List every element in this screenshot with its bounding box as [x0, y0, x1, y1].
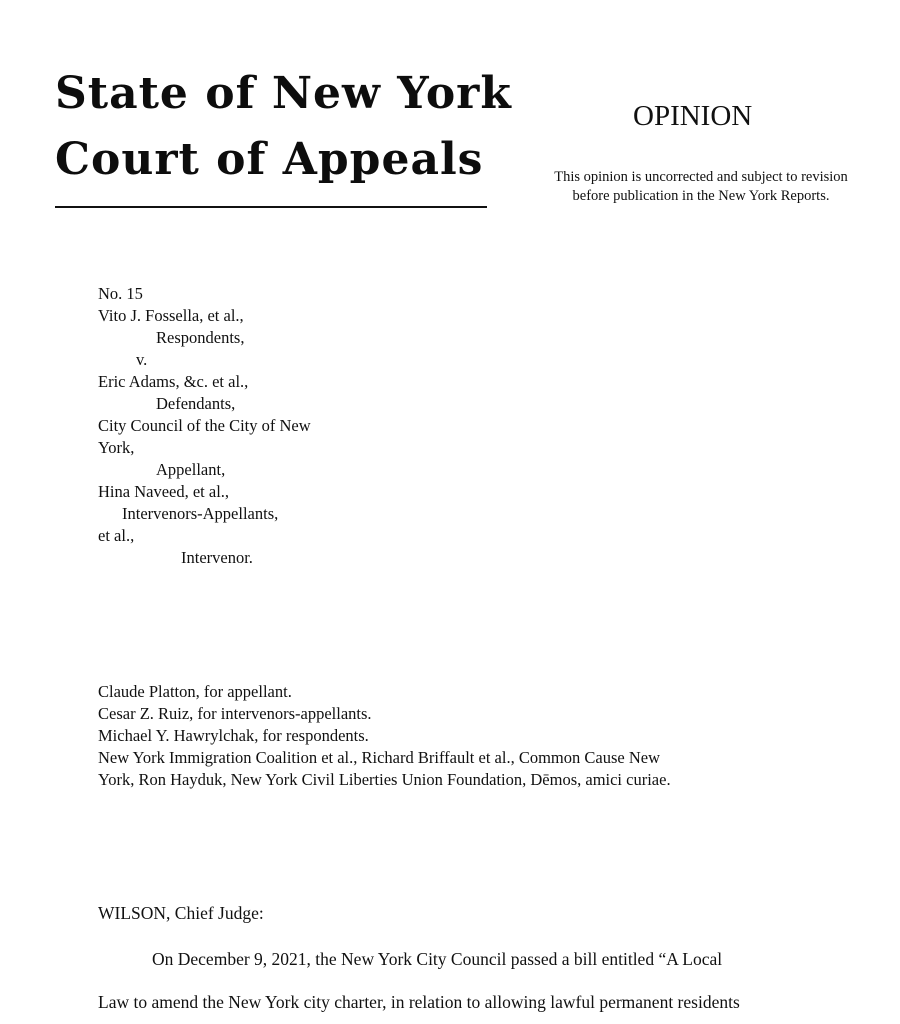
opinion-paragraph-line-2: Law to amend the New York city charter, in relation to allowing lawful permanent residents: [98, 992, 740, 1012]
revision-notice-line-1: This opinion is uncorrected and subject to revision: [554, 169, 848, 185]
case-number: No. 15: [98, 284, 143, 303]
party-role-appellant: Appellant,: [156, 460, 226, 479]
party-role-respondents: Respondents,: [156, 328, 245, 347]
opinion-label: OPINION: [633, 100, 753, 132]
amici-line-1: New York Immigration Coalition et al., Richard Briffault et al., Common Cause New: [98, 748, 660, 767]
header-rule: [55, 206, 487, 208]
opinion-author: WILSON, Chief Judge:: [98, 903, 264, 923]
counsel-respondents: Michael Y. Hawrylchak, for respondents.: [98, 726, 369, 745]
party-respondents: Vito J. Fossella, et al.,: [98, 306, 244, 325]
party-appellant-line-1: City Council of the City of New: [98, 416, 311, 435]
party-role-intervenors-appellants: Intervenors-Appellants,: [122, 504, 279, 523]
amici-line-2: York, Ron Hayduk, New York Civil Liberties Union Foundation, Dēmos, amici curiae.: [98, 770, 671, 789]
party-role-defendants: Defendants,: [156, 394, 236, 413]
versus: v.: [136, 350, 148, 369]
party-others: et al.,: [98, 526, 135, 545]
revision-notice-line-2: before publication in the New York Reports.: [572, 188, 830, 204]
party-defendants: Eric Adams, &c. et al.,: [98, 372, 249, 391]
court-name-line-2: Court of Appeals: [55, 134, 484, 185]
party-intervenors-appellants: Hina Naveed, et al.,: [98, 482, 230, 501]
counsel-appellant: Claude Platton, for appellant.: [98, 682, 292, 701]
opinion-paragraph-line-1: On December 9, 2021, the New York City Council passed a bill entitled “A Local: [152, 949, 723, 969]
party-role-intervenor: Intervenor.: [181, 548, 253, 567]
party-appellant-line-2: York,: [98, 438, 135, 457]
counsel-intervenors: Cesar Z. Ruiz, for intervenors-appellants.: [98, 704, 372, 723]
court-name-line-1: State of New York: [55, 68, 512, 119]
